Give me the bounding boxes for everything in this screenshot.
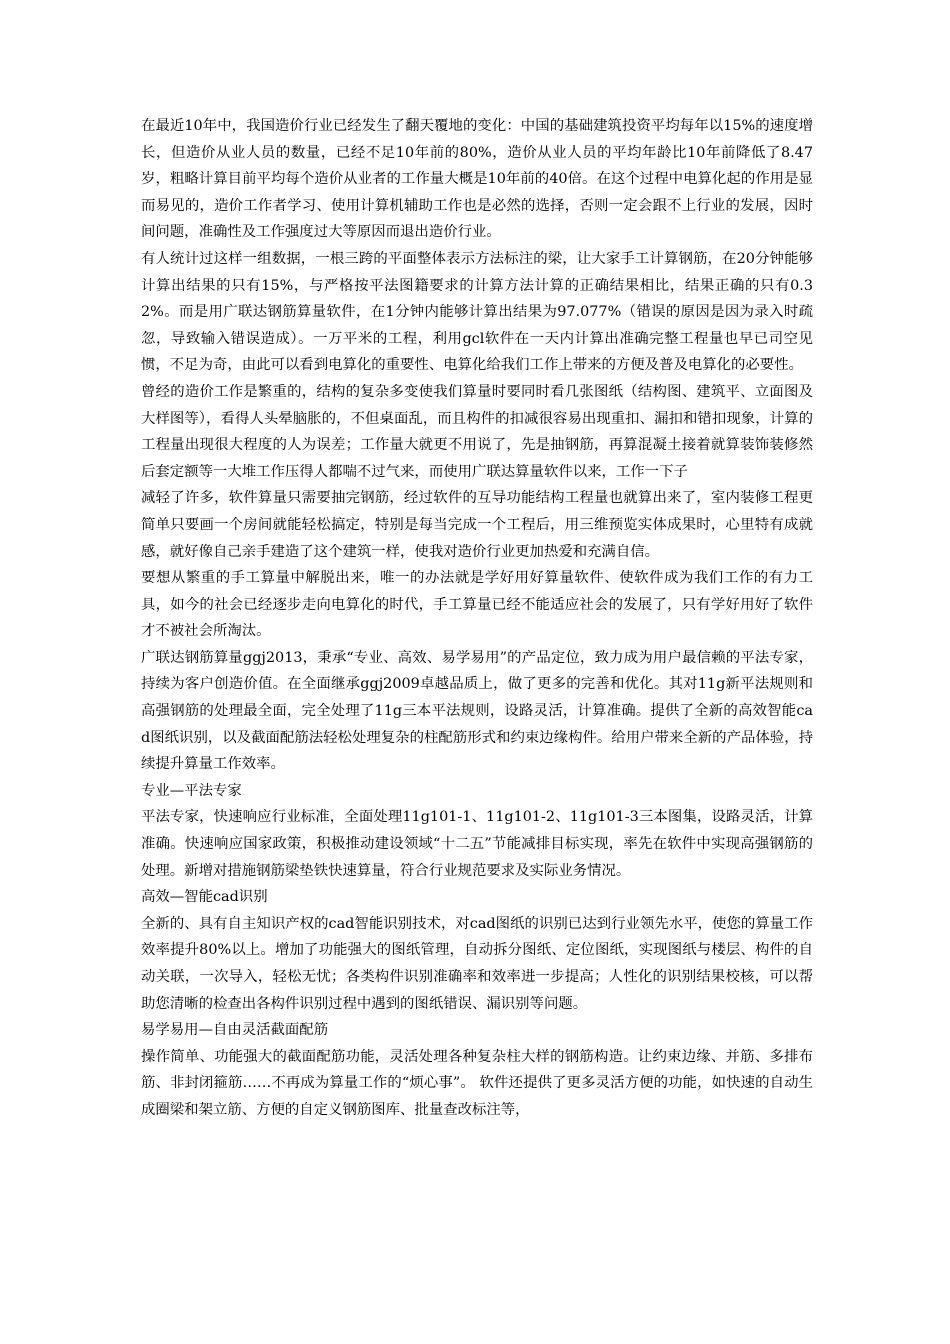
paragraph-pingfa-expert: 平法专家，快速响应行业标准，全面处理11g101-1、11g101-2、11g101-3三本图集，设路灵活，计算准确。快速响应国家政策，积极推动建设领域“十二五”节能减排目标实现，率先在软件中实现高强钢筋的处理。新增对措施钢筋梁垫铁快速算量，符合行业规范要求及实际业务情况。: [141, 809, 813, 879]
paragraph-past-work: 曾经的造价工作是繁重的，结构的复杂多变使我们算量时要同时看几张图纸（结构图、建筑平、立面图及大样图等），看得人头晕脑胀的，不但桌面乱，而且构件的扣减很容易出现重扣、漏扣和错扣现象，计算的工程量出现很大程度的人为误差；工作量大就更不用说了，先是抽钢筋，再算混凝土接着就算装饰装修然后套定额等一大堆工作压得人都喘不过气来，而使用广联达算量软件以来，工作一下子: [141, 383, 813, 480]
paragraph-cad-recognition: 全新的、具有自主知识产权的cad智能识别技术，对cad图纸的识别已达到行业领先水平，使您的算量工作效率提升80%以上。增加了功能强大的图纸管理，自动拆分图纸、定位图纸，实现图纸与楼层、构件的自动关联，一次导入，轻松无忧；各类构件识别准确率和效率进一步提高；人性化的识别结果校核，可以帮助您清晰的检查出各构件识别过程中遇到的图纸错误、漏识别等问题。: [141, 915, 813, 1012]
heading-section-reinforcement: 易学易用—自由灵活截面配筋: [141, 1022, 329, 1039]
paragraph-ggj2013: 广联达钢筋算量ggj2013，秉承“专业、高效、易学易用”的产品定位，致力成为用户最信赖的平法专家，持续为客户创造价值。在全面继承ggj2009卓越品质上，做了更多的完善和优化。其对11g新平法规则和高强钢筋的处理最全面，完全处理了11g三本平法规则，设路灵活，计算准确。提供了全新的高效智能cad图纸识别，以及截面配筋法轻松处理复杂的柱配筋形式和约束边缘构件。给用户带来全新的产品体验，持续提升算量工作效率。: [141, 649, 813, 773]
paragraph-learn-software: 要想从繁重的手工算量中解脱出来，唯一的办法就是学好用好算量软件、使软件成为我们工作的有力工具，如今的社会已经逐步走向电算化的时代，手工算量已经不能适应社会的发展了，只有学好用好了软件才不被社会所淘汰。: [141, 570, 813, 640]
heading-pingfa-expert: 专业—平法专家: [141, 782, 242, 799]
paragraph-section-reinforcement: 操作简单、功能强大的截面配筋功能，灵活处理各种复杂柱大样的钢筋构造。让约束边缘、并筋、多排布筋、非封闭箍筋……不再成为算量工作的“烦心事”。 软件还提供了更多灵活方便的功能，如快速的自动生成圈梁和架立筋、方便的自定义钢筋图库、批量查改标注等，: [141, 1048, 813, 1118]
paragraph-software-relief: 减轻了许多，软件算量只需要抽完钢筋，经过软件的互导功能结构工程量也就算出来了，室内装修工程更简单只要画一个房间就能轻松搞定，特别是每当完成一个工程后，用三维预览实体成果时，心里特有成就感，就好像自己亲手建造了这个建筑一样，使我对造价行业更加热爱和充满自信。: [141, 490, 813, 560]
document-page: [141, 113, 813, 1124]
paragraph-statistics: 有人统计过这样一组数据，一根三跨的平面整体表示方法标注的梁，让大家手工计算钢筋，在20分钟能够计算出结果的只有15%，与严格按平法图籍要求的计算方法计算的正确结果相比，结果正确的只有0.32%。而是用广联达钢筋算量软件，在1分钟内能够计算出结果为97.077%（错误的原因是因为录入时疏忽，导致输入错误造成）。一万平米的工程，利用gcl软件在一天内计算出准确完整工程量也早已司空见惯，不足为奇，由此可以看到电算化的重要性、电算化给我们工作上带来的方便及普及电算化的必要性。: [141, 250, 813, 374]
paragraph-intro: 在最近10年中，我国造价行业已经发生了翻天覆地的变化：中国的基础建筑投资平均每年以15%的速度增长，但造价从业人员的数量，已经不足10年前的80%，造价从业人员的平均年龄比10年前降低了8.47岁，粗略计算目前平均每个造价从业者的工作量大概是10年前的40倍。在这个过程中电算化起的作用是显而易见的，造价工作者学习、使用计算机辅助工作也是必然的选择，否则一定会跟不上行业的发展，因时间问题，准确性及工作强度过大等原因而退出造价行业。: [141, 118, 813, 241]
heading-cad-recognition: 高效—智能cad识别: [141, 889, 268, 906]
